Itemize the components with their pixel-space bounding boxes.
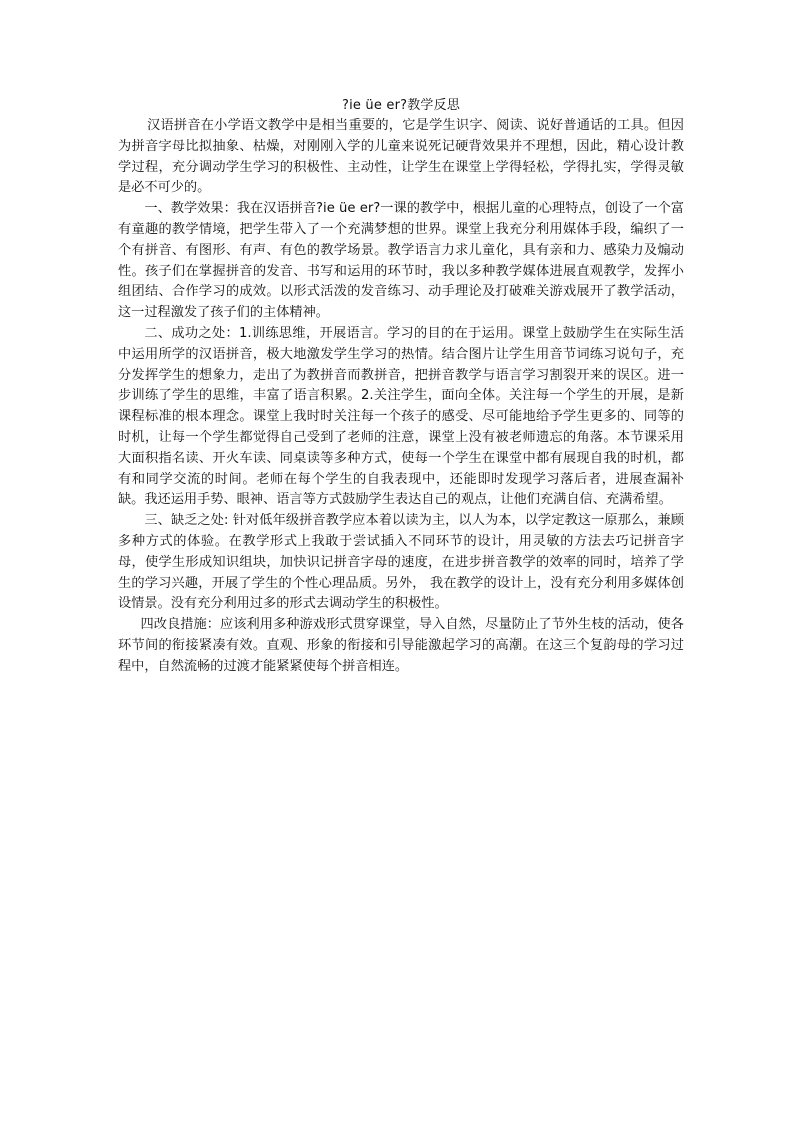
successes-paragraph: 二、成功之处：1.训练思维，开展语言。学习的目的在于运用。课堂上鼓励学生在实际生活中运用所学的汉语拼音，极大地激发学生学习的热情。结合图片让学生用音节词练习说句子，充分发挥学生的想象力，走出了为教拼音而教拼音，把拼音教学与语言学习割裂开来的误区。进一步训练了学生的思维，丰富了语言积累。2.关注学生，面向全体。关注每一个学生的开展，是新课程标准的根本理念。课堂上我时时关注每一个孩子的感受、尽可能地给予学生更多的、同等的时机，让每一个学生都觉得自己受到了老师的注意，课堂上没有被老师遗忘的角落。本节课采用大面积指名读、开火车读、同桌读等多种方式，使每一个学生在课堂中都有展现自我的时机，都有和同学交流的时间。老师在每个学生的自我表现中，还能即时发现学习落后者，进展查漏补缺。我还运用手势、眼神、语言等方式鼓励学生表达自己的观点，让他们充满自信、充满希望。 bbox=[118, 325, 684, 508]
intro-paragraph: 汉语拼音在小学语文教学中是相当重要的，它是学生识字、阅读、说好普通话的工具。但因为拼音字母比拟抽象、枯燥，对刚刚入学的儿童来说死记硬背效果并不理想，因此，精心设计教学过程，充分调动学生学习的积极性、主动性，让学生在课堂上学得轻松，学得扎实，学得灵敏是必不可少的。 bbox=[118, 118, 684, 196]
teaching-effect-paragraph: 一、教学效果：我在汉语拼音?ie üe er?一课的教学中，根据儿童的心理特点，创设了一个富有童趣的教学情境，把学生带入了一个充满梦想的世界。课堂上我充分利用媒体手段，编织了一个有拼音、有图形、有声、有色的教学场景。教学语言力求儿童化，具有亲和力、感染力及煽动性。孩子们在掌握拼音的发音、书写和运用的环节时，我以多种教学媒体进展直观教学，发挥小组团结、合作学习的成效。以形式活泼的发音练习、动手理论及打破难关游戏展开了教学活动，这一过程激发了孩子们的主体精神。 bbox=[118, 201, 684, 321]
document-title: ?ie üe er?教学反思 bbox=[341, 98, 461, 113]
document-page bbox=[118, 97, 684, 678]
improvement-measures-paragraph: 四改良措施：应该利用多种游戏形式贯穿课堂，导入自然，尽量防止了节外生枝的活动，使各环节间的衔接紧凑有效。直观、形象的衔接和引导能激起学习的高潮。在这三个复韵母的学习过程中，自然流畅的过渡才能紧紧使每个拼音相连。 bbox=[118, 617, 684, 674]
shortcomings-paragraph: 三、缺乏之处: 针对低年级拼音教学应本着以读为主，以人为本，以学定教这一原那么，兼顾多种方式的体验。在教学形式上我敢于尝试插入不同环节的设计，用灵敏的方法去巧记拼音字母，使学生形成知识组块，加快识记拼音字母的速度，在进步拼音教学的效率的同时，培养了学生的学习兴趣，开展了学生的个性心理品质。另外， 我在教学的设计上，没有充分利用多媒体创设情景。没有充分利用过多的形式去调动学生的积极性。 bbox=[118, 513, 684, 612]
